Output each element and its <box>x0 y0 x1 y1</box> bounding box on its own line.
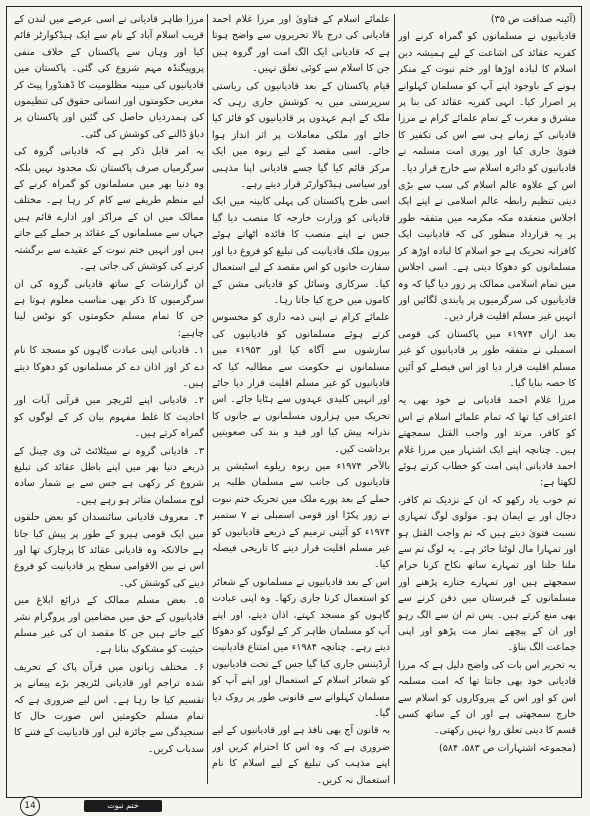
paragraph: اس کے بعد قادیانیوں نے مسلمانوں کے شعائر کو استعمال کرنا جاری رکھا۔ وہ اپنی عبادت گاہوں کو مسجد کہتے، اذان دیتے، اور اپنے آپ کو مسلمان ظاہر کر کے لوگوں کو دھوکا دیتے رہے۔ چنانچہ ۱۹۸۴ء میں امتناع قادیانیت آرڈیننس جاری کیا گیا جس کے تحت قادیانیوں کو شعائر اسلام کے استعمال اور اپنے آپ کو مسلمان کہلوانے سے قانونی طور پر روک دیا گیا۔ <box>212 576 390 720</box>
paragraph: قیام پاکستان کے بعد قادیانیوں کی ریاستی سرپرستی میں یہ کوشش جاری رہی کہ ملک کے اہم عہدوں پر قادیانیوں کو فائز کیا جائے اور ملکی معاملات پر اثر انداز ہوا جائے۔ اسی مقصد کے لیے ربوہ میں ایک مرکز قائم کیا گیا جسے قادیانی اپنا مذہبی اور سیاسی ہیڈکوارٹر قرار دیتے رہے۔ <box>212 80 390 191</box>
publication-logo-text: ختم نبوت <box>107 801 139 810</box>
paragraph: یہ امر قابل ذکر ہے کہ قادیانی گروہ کی سرگرمیاں صرف پاکستان تک محدود نہیں بلکہ وہ دنیا بھر میں مسلمانوں کو گمراہ کرنے کے لیے منظم طریقے سے کام کر رہا ہے۔ مختلف ممالک میں ان کے مراکز اور ادارے قائم ہیں جہاں سے مسلمانوں کے عقائد پر حملے کیے جاتے ہیں اور انہیں ختم نبوت کے عقیدے سے برگشتہ کرنے کی کوشش کی جاتی ہے۔ <box>14 146 204 273</box>
list-item: ۶۔ مختلف زبانوں میں قرآن پاک کے تحریف شدہ تراجم اور قادیانی لٹریچر بڑے پیمانے پر تقسیم کیا جا رہا ہے۔ اس لیے ضروری ہے کہ تمام مسلم حکومتیں اس صورت حال کا سنجیدگی سے جائزہ لیں اور قادیانیت کے فتنے کا سدباب کریں۔ <box>14 661 204 755</box>
column-right <box>398 12 576 790</box>
column-left <box>14 12 204 790</box>
page-number-badge <box>20 796 40 816</box>
paragraph: (آئینہ صداقت ص ۳۵) <box>490 14 576 25</box>
citation: (مجموعہ اشتہارات ص ۵۸۳، ۵۸۴) <box>439 742 576 754</box>
paragraph: مرزا غلام احمد قادیانی نے خود بھی یہ اعتراف کیا تھا کہ تمام علمائے اسلام نے اس کو کافر، مرتد اور واجب القتل سمجھتے ہیں۔ چنانچہ اپنے ایک اشتہار میں مرزا غلام احمد قادیانی اپنی امت کو خطاب کرتے ہوئے لکھتا ہے: <box>398 395 576 489</box>
paragraph: بعد ازاں ۱۹۷۴ء میں پاکستان کی قومی اسمبلی نے متفقہ طور پر قادیانیوں کو غیر مسلم اقلیت قرار دیا اور اس فیصلے کو آئین کا حصہ بنایا گیا۔ <box>398 328 576 389</box>
paragraph: اسی طرح پاکستان کی پہلی کابینہ میں ایک قادیانی کو وزارت خارجہ کا منصب دیا گیا جس نے اپنے منصب کا فائدہ اٹھاتے ہوئے بیرون ملک قادیانیت کی تبلیغ کو فروغ دیا اور سفارت خانوں کو اس مقصد کے لیے استعمال کیا۔ سرکاری وسائل کو قادیانی مشن کے کاموں میں خرچ کیا جاتا رہا۔ <box>212 196 390 306</box>
paragraph: اس کے علاوہ عالم اسلام کی سب سے بڑی دینی تنظیم رابطہ عالم اسلامی نے اپنے ایک اجلاس منعقدہ مکہ مکرمہ میں متفقہ طور پر یہ قرارداد منظور کی کہ قادیانیت ایک کافرانہ تحریک ہے جو اسلام کا لبادہ اوڑھ کر مسلمانوں کو دھوکا دیتی ہے۔ اسی اجلاس میں تمام اسلامی ممالک پر زور دیا گیا کہ وہ قادیانیوں کی سرگرمیوں پر پابندی لگائیں اور انہیں غیر مسلم اقلیت قرار دیں۔ <box>398 180 576 323</box>
publication-logo <box>84 800 162 812</box>
paragraph: مرزا طاہر قادیانی نے اسی عرصے میں لندن کے قریب اسلام آباد کے نام سے ایک ہیڈکوارٹر قائم کیا اور وہاں سے پاکستان کے خلاف منفی پروپیگنڈہ مہم شروع کی گئی۔ پاکستان میں قادیانیوں کی مبینہ مظلومیت کا ڈھنڈورا پیٹ کر مغربی حکومتوں اور انسانی حقوق کی تنظیموں کی ہمدردیاں حاصل کی گئیں اور پاکستان پر دباؤ ڈالنے کی کوشش کی گئی۔ <box>14 14 204 140</box>
column-divider <box>207 14 208 784</box>
paragraph: قادیانیوں نے مسلمانوں کو گمراہ کرنے اور کفریہ عقائد کی اشاعت کے لیے ہمیشہ دین اسلام کا لبادہ اوڑھا اور ختم نبوت کے منکر ہونے کے باوجود اپنے آپ کو مسلمان کہلوانے پر اصرار کیا۔ انہی کفریہ عقائد کی بنا پر مشرق و مغرب کے تمام علمائے کرام نے مرزا قادیانی کے زمانے ہی سے اس کی تکفیر کا فتویٰ جاری کیا اور پوری امت مسلمہ نے قادیانیوں کو دائرہ اسلام سے خارج قرار دیا۔ <box>398 31 576 174</box>
column-middle <box>212 12 390 790</box>
paragraph: تم خوب یاد رکھو کہ ان کے نزدیک تم کافر، دجال اور بے ایمان ہو۔ مولوی لوگ تمہاری نسبت فتویٰ دیتے ہیں کہ تم واجب القتل ہو اور تمہارا مال لوٹنا جائز ہے۔ یہ لوگ تم سے ملنا جلنا اور تمہارے ساتھ نکاح کرنا حرام سمجھتے ہیں اور تمہارے جنازے پڑھنے اور مسلمانوں کے قبرستان میں دفن کرنے سے بھی منع کرتے ہیں۔ پس تم ان سے الگ رہو اور ان کے پیچھے نماز مت پڑھو اور اپنی جماعت الگ بناؤ۔ <box>398 494 576 654</box>
list-item: ۴۔ معروف قادیانی سائنسدان کو بعض حلقوں میں ایک قومی ہیرو کے طور پر پیش کیا جاتا ہے حالانکہ وہ قادیانی عقائد کا پرچارک تھا اور اس نے بین الاقوامی سطح پر قادیانیت کو فروغ دینے کی کوشش کی۔ <box>14 512 204 589</box>
page-number: 14 <box>24 801 36 811</box>
page-footer <box>6 800 582 813</box>
list-item: ۲۔ قادیانی اپنے لٹریچر میں قرآنی آیات اور احادیث کا غلط مفہوم بیان کر کے لوگوں کو گمراہ کرتے ہیں۔ <box>14 395 204 440</box>
column-divider <box>394 14 395 784</box>
list-item: ۵۔ بعض مسلم ممالک کے ذرائع ابلاغ میں قادیانیوں کے حق میں مضامین اور پروگرام نشر کیے جاتے ہیں جن کا مقصد ان کی غیر مسلم حیثیت کو مشکوک بنانا ہے۔ <box>14 595 204 656</box>
paragraph: علمائے اسلام کے فتاویٰ اور مرزا غلام احمد قادیانی کی درج بالا تحریروں سے واضح ہوتا ہے کہ قادیانی ایک الگ امت اور گروہ ہیں جن کا اسلام سے کوئی تعلق نہیں۔ <box>212 14 390 75</box>
paragraph: یہ قانون آج بھی نافذ ہے اور قادیانیوں کے لیے ضروری ہے کہ وہ اس کا احترام کریں اور اپنے مذہب کی تبلیغ کے لیے اسلام کا نام استعمال نہ کریں۔ <box>212 725 390 786</box>
paragraph: علمائے کرام نے اپنی ذمہ داری کو محسوس کرتے ہوئے مسلمانوں کو قادیانیوں کی سازشوں سے آگاہ کیا اور ۱۹۵۳ء میں مسلمانوں نے حکومت سے مطالبہ کیا کہ قادیانیوں کو غیر مسلم اقلیت قرار دیا جائے اور انہیں کلیدی عہدوں سے ہٹایا جائے۔ اس تحریک میں ہزاروں مسلمانوں نے جانوں کا نذرانہ پیش کیا اور قید و بند کی صعوبتیں برداشت کیں۔ <box>212 312 390 455</box>
list-item: ۱۔ قادیانی اپنی عبادت گاہوں کو مسجد کا نام دے کر اور اذان دے کر مسلمانوں کو دھوکا دیتے ہیں۔ <box>14 345 204 389</box>
paragraph: یہ تحریر اس بات کی واضح دلیل ہے کہ مرزا قادیانی خود بھی جانتا تھا کہ امت مسلمہ اس کو اور اس کے پیروکاروں کو اسلام سے خارج سمجھتی ہے اور ان کے ساتھ کسی قسم کا دینی تعلق روا نہیں رکھتی۔ <box>398 659 576 737</box>
paragraph: ان گزارشات کے ساتھ قادیانی گروہ کی ان سرگرمیوں کا ذکر بھی مناسب معلوم ہوتا ہے جن کا تمام مسلم حکومتوں کو نوٹس لینا چاہیے: <box>14 278 204 339</box>
list-item: ۳۔ قادیانی گروہ نے سیٹلائٹ ٹی وی چینل کے ذریعے دنیا بھر میں اپنے باطل عقائد کی تبلیغ شروع کر رکھی ہے جس سے بے شمار سادہ لوح مسلمان متاثر ہو رہے ہیں۔ <box>14 445 204 506</box>
paragraph: بالآخر ۱۹۷۴ء میں ربوہ ریلوے اسٹیشن پر قادیانیوں کی جانب سے مسلمان طلبہ پر حملے کے بعد پورے ملک میں تحریک ختم نبوت نے زور پکڑا اور قومی اسمبلی نے ۷ ستمبر ۱۹۷۴ء کو آئینی ترمیم کے ذریعے قادیانیوں کو غیر مسلم اقلیت قرار دینے کا تاریخی فیصلہ کیا۔ <box>212 460 390 571</box>
